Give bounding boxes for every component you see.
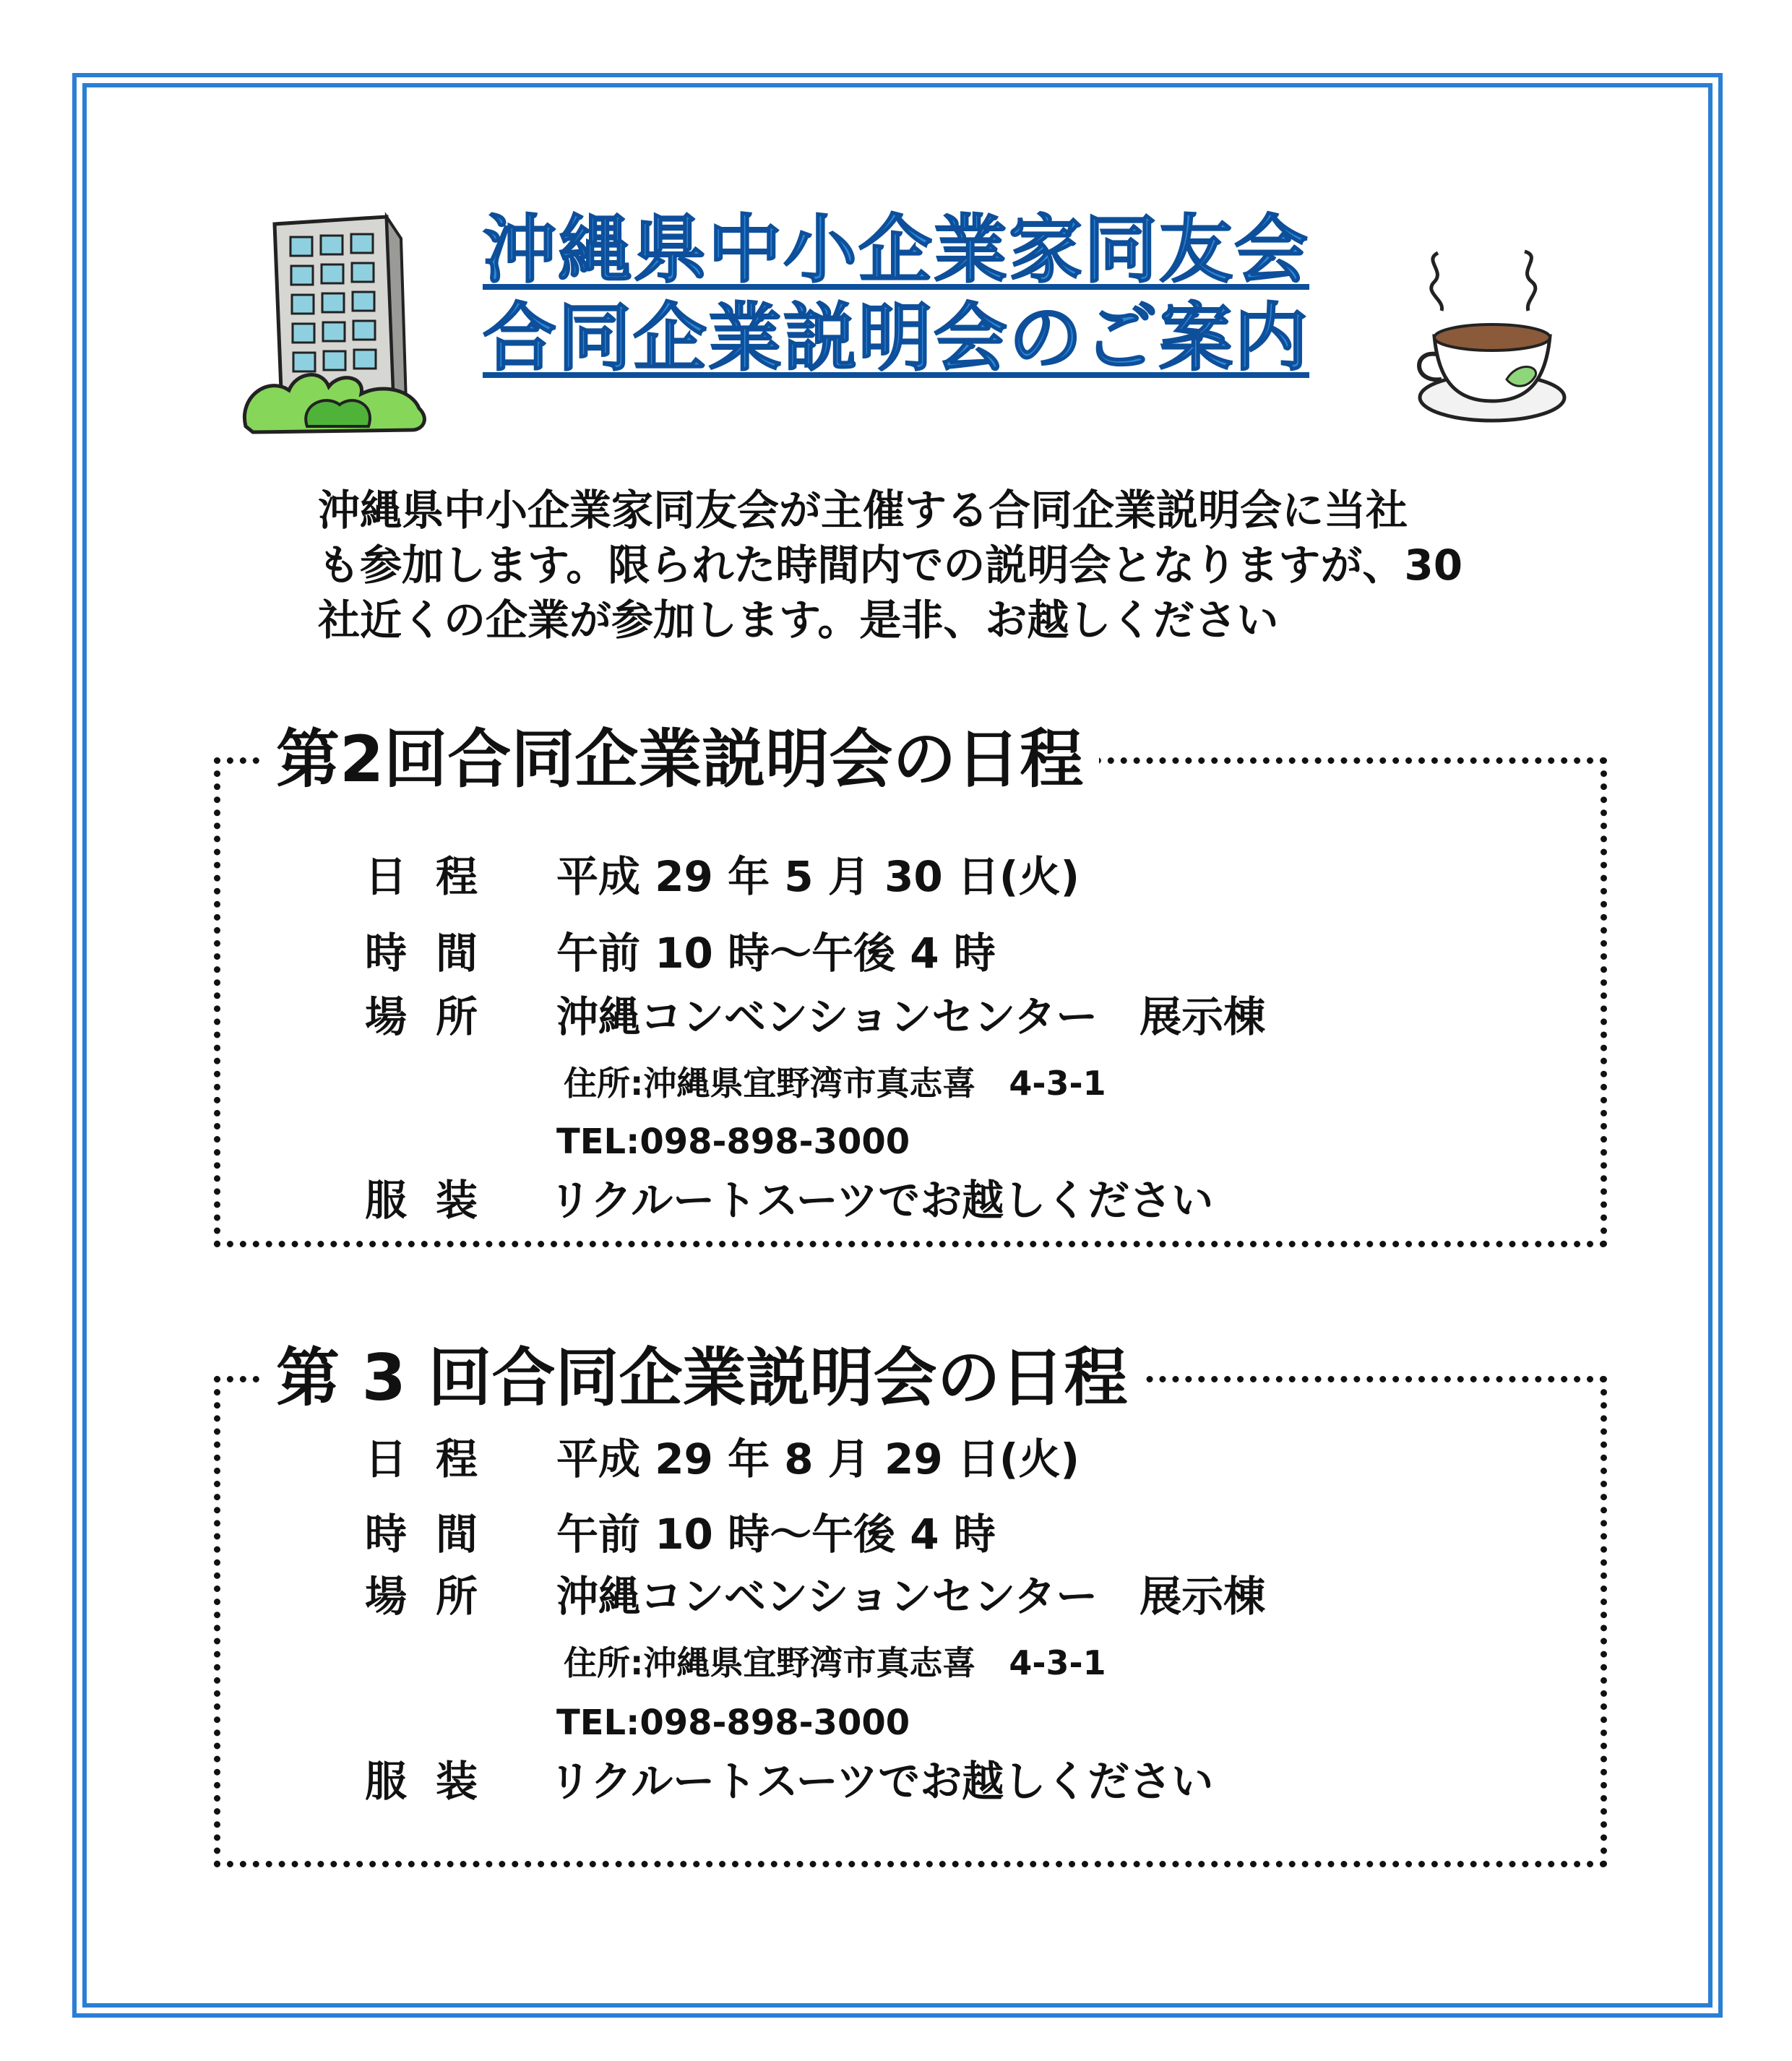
page-title-line-1: 沖縄県中小企業家同友会 bbox=[483, 207, 1309, 293]
tel-value: TEL:098-898-3000 bbox=[556, 1703, 910, 1743]
date-value: 平成 29 年 8 月 29 日(火) bbox=[556, 1434, 1080, 1484]
session-heading: 第 3 回合同企業説明会の日程 bbox=[260, 1346, 1144, 1410]
dress-label: 服装 bbox=[365, 1757, 507, 1806]
dress-label: 服装 bbox=[365, 1176, 507, 1225]
dress-value: リクルートスーツでお越しください bbox=[549, 1176, 1214, 1225]
tel-value: TEL:098-898-3000 bbox=[556, 1122, 910, 1162]
time-value: 午前 10 時～午後 4 時 bbox=[556, 1510, 996, 1559]
dress-value: リクルートスーツでお越しください bbox=[549, 1757, 1214, 1806]
date-value: 平成 29 年 5 月 30 日(火) bbox=[556, 852, 1080, 901]
date-label: 日程 bbox=[365, 1434, 507, 1484]
session-heading: 第2回合同企業説明会の日程 bbox=[260, 728, 1099, 791]
place-value: 沖縄コンベンションセンター 展示棟 bbox=[556, 1572, 1266, 1621]
intro-line-3: 社近くの企業が参加します。是非、お越しください bbox=[318, 595, 1279, 645]
address-value: 住所:沖縄県宜野湾市真志喜 4-3-1 bbox=[564, 1643, 1106, 1682]
time-label: 時間 bbox=[365, 929, 507, 978]
time-label: 時間 bbox=[365, 1510, 507, 1559]
place-value: 沖縄コンベンションセンター 展示棟 bbox=[556, 992, 1266, 1041]
intro-line-1: 沖縄県中小企業家同友会が主催する合同企業説明会に当社 bbox=[318, 486, 1408, 535]
place-label: 場所 bbox=[365, 992, 507, 1041]
coffee-cup-icon bbox=[1409, 246, 1575, 426]
address-value: 住所:沖縄県宜野湾市真志喜 4-3-1 bbox=[564, 1064, 1106, 1103]
intro-line-2: も参加します。限られた時間内での説明会となりますが、30 bbox=[318, 541, 1463, 590]
page-title-line-2: 合同企業説明会のご案内 bbox=[483, 296, 1309, 382]
date-label: 日程 bbox=[365, 852, 507, 901]
time-value: 午前 10 時～午後 4 時 bbox=[556, 929, 996, 978]
place-label: 場所 bbox=[365, 1572, 507, 1621]
